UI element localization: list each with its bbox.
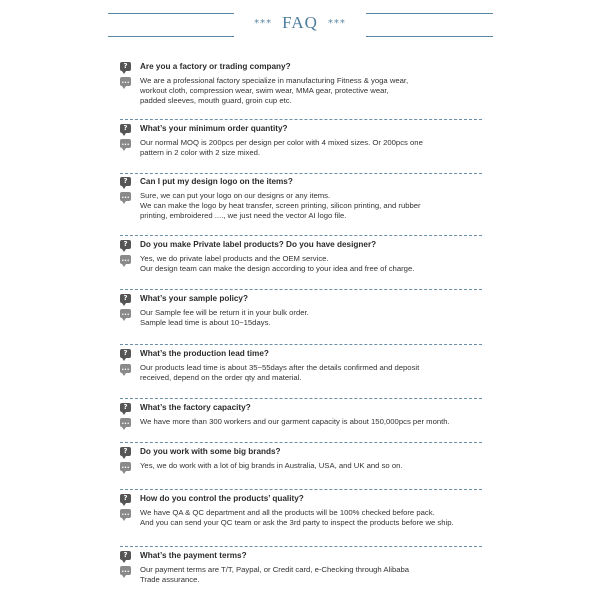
question-glyph: ?	[123, 294, 128, 302]
faq-answer	[120, 508, 482, 528]
answer-bubble-icon	[120, 309, 131, 318]
question-bubble-icon	[120, 62, 131, 71]
faq-question	[120, 240, 482, 250]
question-text: Are you a factory or trading company?	[140, 62, 291, 71]
faq-item	[120, 124, 482, 158]
faq-answer	[120, 565, 482, 585]
faq-question	[120, 62, 482, 72]
answer-line: We are a professional factory specialize in manufacturing Fitness & yoga wear,	[140, 76, 409, 85]
answer-line: Our products lead time is about 35~55days after the details confirmed and deposit	[140, 363, 420, 372]
faq-answer	[120, 461, 482, 471]
faq-item	[120, 240, 482, 274]
answer-line: Our Sample fee will be return it in your bulk order.	[140, 308, 309, 317]
answer-line: pattern in 2 color with 2 size mixed.	[140, 148, 261, 158]
faq-question	[120, 403, 482, 413]
faq-question	[120, 124, 482, 134]
faq-item	[120, 62, 482, 107]
answer-line: We have QA & QC department and all the products will be 100% checked before pack.	[140, 508, 435, 517]
answer-line: Trade assurance.	[140, 575, 200, 585]
answer-glyph: ...	[121, 364, 130, 372]
question-text: What’s the payment terms?	[140, 551, 247, 560]
question-bubble-icon	[120, 494, 131, 503]
answer-glyph: ...	[121, 309, 130, 317]
question-text: Do you make Private label products? Do you have designer?	[140, 240, 377, 249]
faq-answer	[120, 138, 482, 158]
question-bubble-icon	[120, 177, 131, 186]
dashed-divider	[120, 546, 482, 547]
question-glyph: ?	[123, 403, 128, 411]
dashed-divider	[120, 235, 482, 236]
answer-glyph: ...	[121, 509, 130, 517]
answer-bubble-icon	[120, 255, 131, 264]
dashed-divider	[120, 119, 482, 120]
answer-line: printing, embroidered ...., we just need the vector AI logo file.	[140, 211, 347, 221]
dashed-divider	[120, 489, 482, 490]
faq-item	[120, 494, 482, 528]
faq-question	[120, 294, 482, 304]
dashed-divider	[120, 442, 482, 443]
header-title-wrap	[234, 6, 366, 40]
answer-line: received, depend on the order qty and material.	[140, 373, 302, 383]
question-text: What’s the production lead time?	[140, 349, 269, 358]
question-glyph: ?	[123, 240, 128, 248]
question-bubble-icon	[120, 349, 131, 358]
answer-glyph: ...	[121, 418, 130, 426]
answer-glyph: ...	[121, 462, 130, 470]
faq-item	[120, 551, 482, 585]
faq-question	[120, 447, 482, 457]
question-glyph: ?	[123, 349, 128, 357]
faq-answer	[120, 308, 482, 328]
faq-question	[120, 551, 482, 561]
answer-line: Sample lead time is about 10~15days.	[140, 318, 271, 328]
faq-question	[120, 177, 482, 187]
faq-item	[120, 349, 482, 383]
answer-bubble-icon	[120, 192, 131, 201]
answer-line: Yes, we do work with a lot of big brands in Australia, USA, and UK and so on.	[140, 461, 403, 470]
question-text: What’s your minimum order quantity?	[140, 124, 288, 133]
question-text: Can I put my design logo on the items?	[140, 177, 293, 186]
question-bubble-icon	[120, 551, 131, 560]
question-glyph: ?	[123, 551, 128, 559]
answer-bubble-icon	[120, 364, 131, 373]
question-glyph: ?	[123, 62, 128, 70]
answer-bubble-icon	[120, 462, 131, 471]
answer-line: workout cloth, compression wear, swim wear, MMA gear, protective wear,	[140, 86, 389, 96]
stars-left: ***	[254, 17, 273, 29]
page-title: FAQ	[282, 13, 318, 32]
question-bubble-icon	[120, 240, 131, 249]
faq-question	[120, 349, 482, 359]
question-text: What’s the factory capacity?	[140, 403, 251, 412]
faq-answer	[120, 363, 482, 383]
question-glyph: ?	[123, 124, 128, 132]
question-glyph: ?	[123, 494, 128, 502]
faq-answer	[120, 417, 482, 427]
answer-glyph: ...	[121, 139, 130, 147]
question-bubble-icon	[120, 403, 131, 412]
answer-line: And you can send your QC team or ask the 3rd party to inspect the products before we ship.	[140, 518, 454, 528]
faq-question	[120, 494, 482, 504]
question-glyph: ?	[123, 177, 128, 185]
answer-line: Our payment terms are T/T, Paypal, or Credit card, e-Checking through Alibaba	[140, 565, 410, 574]
dashed-divider	[120, 344, 482, 345]
faq-answer	[120, 254, 482, 274]
answer-glyph: ...	[121, 255, 130, 263]
faq-item	[120, 294, 482, 328]
dashed-divider	[120, 289, 482, 290]
faq-header	[108, 6, 493, 36]
dashed-divider	[120, 173, 482, 174]
answer-glyph: ...	[121, 566, 130, 574]
question-bubble-icon	[120, 294, 131, 303]
answer-glyph: ...	[121, 77, 130, 85]
question-glyph: ?	[123, 447, 128, 455]
answer-bubble-icon	[120, 418, 131, 427]
faq-item	[120, 403, 482, 427]
faq-answer	[120, 76, 482, 107]
answer-bubble-icon	[120, 566, 131, 575]
answer-glyph: ...	[121, 192, 130, 200]
answer-line: We have more than 300 workers and our garment capacity is about 150,000pcs per month.	[140, 417, 450, 426]
answer-line: Our design team can make the design according to your idea and free of charge.	[140, 264, 415, 274]
answer-line: Sure, we can put your logo on our designs or any items.	[140, 191, 331, 200]
answer-bubble-icon	[120, 509, 131, 518]
faq-answer	[120, 191, 482, 222]
dashed-divider	[120, 398, 482, 399]
question-text: How do you control the products’ quality?	[140, 494, 304, 503]
answer-bubble-icon	[120, 139, 131, 148]
answer-line: padded sleeves, mouth guard, groin cup etc.	[140, 96, 292, 106]
answer-line: Yes, we do private label products and the OEM service.	[140, 254, 329, 263]
faq-item	[120, 177, 482, 222]
answer-line: Our normal MOQ is 200pcs per design per color with 4 mixed sizes. Or 200pcs one	[140, 138, 423, 147]
faq-item	[120, 447, 482, 471]
answer-bubble-icon	[120, 77, 131, 86]
stars-right: ***	[327, 17, 346, 29]
question-bubble-icon	[120, 447, 131, 456]
question-text: What’s your sample policy?	[140, 294, 248, 303]
question-text: Do you work with some big brands?	[140, 447, 281, 456]
question-bubble-icon	[120, 124, 131, 133]
answer-line: We can make the logo by heat transfer, screen printing, silicon printing, and rubber	[140, 201, 421, 211]
